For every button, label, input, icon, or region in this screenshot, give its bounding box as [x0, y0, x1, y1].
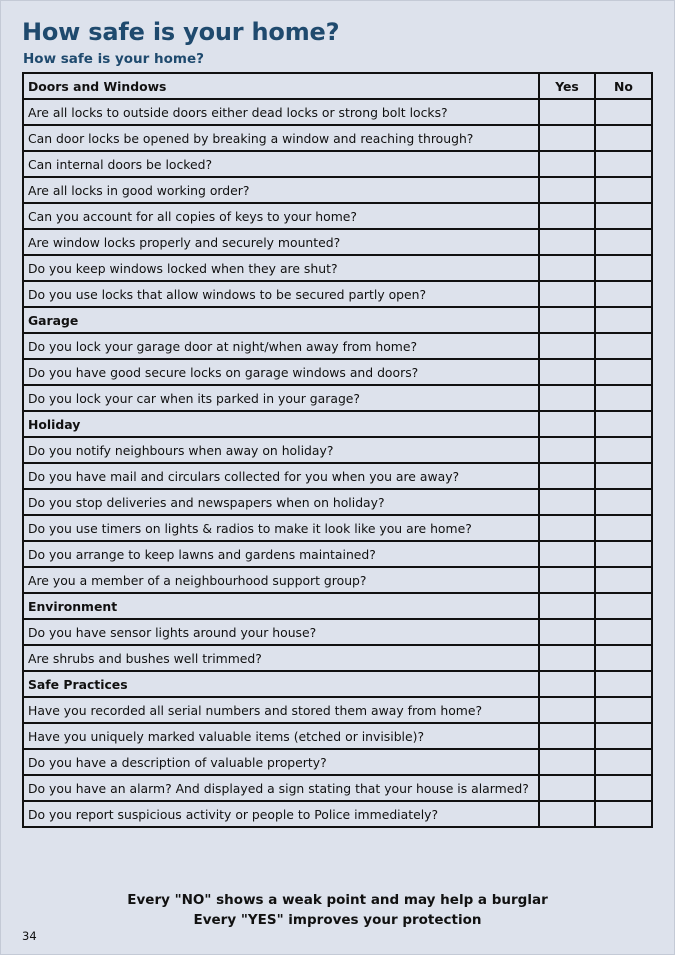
yes-answer-cell[interactable]: [539, 437, 595, 463]
yes-answer-cell[interactable]: [539, 801, 595, 827]
question-text: Do you notify neighbours when away on holiday?: [23, 437, 539, 463]
question-text: Do you have mail and circulars collected for you when you are away?: [23, 463, 539, 489]
yes-answer-cell[interactable]: [539, 697, 595, 723]
question-text: Do you have good secure locks on garage windows and doors?: [23, 359, 539, 385]
no-answer-cell[interactable]: [595, 281, 652, 307]
question-text: Are all locks in good working order?: [23, 177, 539, 203]
page-number: 34: [22, 929, 37, 943]
question-text: Are all locks to outside doors either dead locks or strong bolt locks?: [23, 99, 539, 125]
question-text: Do you lock your garage door at night/when away from home?: [23, 333, 539, 359]
yes-answer-cell: [539, 593, 595, 619]
table-row: [23, 385, 652, 411]
no-answer-cell[interactable]: [595, 749, 652, 775]
section-label: Holiday: [23, 411, 539, 437]
no-answer-cell[interactable]: [595, 567, 652, 593]
home-safety-checklist-table: [22, 72, 653, 828]
no-answer-cell[interactable]: [595, 99, 652, 125]
no-answer-cell[interactable]: [595, 645, 652, 671]
table-row: [23, 203, 652, 229]
no-answer-cell[interactable]: [595, 437, 652, 463]
question-text: Do you stop deliveries and newspapers when on holiday?: [23, 489, 539, 515]
no-answer-cell[interactable]: [595, 333, 652, 359]
no-answer-cell: [595, 593, 652, 619]
table-row: [23, 775, 652, 801]
header-doors-and-windows: Doors and Windows: [23, 73, 539, 99]
question-text: Do you use locks that allow windows to be secured partly open?: [23, 281, 539, 307]
table-row: [23, 541, 652, 567]
section-header-row: [23, 411, 652, 437]
section-label: Garage: [23, 307, 539, 333]
table-row: [23, 463, 652, 489]
no-answer-cell[interactable]: [595, 151, 652, 177]
table-row: [23, 151, 652, 177]
table-header-row: [23, 73, 652, 99]
section-label: Environment: [23, 593, 539, 619]
question-text: Do you have a description of valuable property?: [23, 749, 539, 775]
question-text: Are shrubs and bushes well trimmed?: [23, 645, 539, 671]
no-answer-cell[interactable]: [595, 177, 652, 203]
yes-answer-cell[interactable]: [539, 229, 595, 255]
question-text: Have you recorded all serial numbers and stored them away from home?: [23, 697, 539, 723]
table-row: [23, 801, 652, 827]
table-row: [23, 99, 652, 125]
yes-answer-cell[interactable]: [539, 749, 595, 775]
table-row: [23, 697, 652, 723]
yes-answer-cell[interactable]: [539, 489, 595, 515]
question-text: Are you a member of a neighbourhood support group?: [23, 567, 539, 593]
no-answer-cell[interactable]: [595, 203, 652, 229]
table-row: [23, 437, 652, 463]
table-row: [23, 359, 652, 385]
footer-no-note: Every "NO" shows a weak point and may help a burglar: [127, 892, 548, 908]
question-text: Can door locks be opened by breaking a window and reaching through?: [23, 125, 539, 151]
yes-answer-cell[interactable]: [539, 619, 595, 645]
section-header-row: [23, 593, 652, 619]
no-answer-cell[interactable]: [595, 125, 652, 151]
table-row: [23, 749, 652, 775]
question-text: Have you uniquely marked valuable items (etched or invisible)?: [23, 723, 539, 749]
section-header-row: [23, 307, 652, 333]
question-text: Do you lock your car when its parked in your garage?: [23, 385, 539, 411]
yes-answer-cell[interactable]: [539, 359, 595, 385]
question-text: Do you report suspicious activity or people to Police immediately?: [23, 801, 539, 827]
yes-answer-cell[interactable]: [539, 515, 595, 541]
no-answer-cell: [595, 307, 652, 333]
question-text: Do you use timers on lights & radios to make it look like you are home?: [23, 515, 539, 541]
table-row: [23, 619, 652, 645]
table-row: [23, 723, 652, 749]
yes-answer-cell[interactable]: [539, 281, 595, 307]
yes-answer-cell[interactable]: [539, 463, 595, 489]
question-text: Do you have sensor lights around your house?: [23, 619, 539, 645]
table-row: [23, 255, 652, 281]
table-row: [23, 489, 652, 515]
table-row: [23, 229, 652, 255]
table-row: [23, 177, 652, 203]
header-yes: Yes: [539, 73, 595, 99]
no-answer-cell[interactable]: [595, 619, 652, 645]
no-answer-cell[interactable]: [595, 229, 652, 255]
table-row: [23, 515, 652, 541]
question-text: Do you keep windows locked when they are shut?: [23, 255, 539, 281]
no-answer-cell: [595, 411, 652, 437]
no-answer-cell[interactable]: [595, 255, 652, 281]
footer-yes-note: Every "YES" improves your protection: [193, 912, 482, 928]
yes-answer-cell[interactable]: [539, 645, 595, 671]
question-text: Can internal doors be locked?: [23, 151, 539, 177]
no-answer-cell[interactable]: [595, 359, 652, 385]
question-text: Are window locks properly and securely mounted?: [23, 229, 539, 255]
yes-answer-cell[interactable]: [539, 151, 595, 177]
yes-answer-cell: [539, 411, 595, 437]
table-row: [23, 281, 652, 307]
yes-answer-cell[interactable]: [539, 255, 595, 281]
yes-answer-cell[interactable]: [539, 385, 595, 411]
yes-answer-cell: [539, 671, 595, 697]
section-label: Safe Practices: [23, 671, 539, 697]
no-answer-cell[interactable]: [595, 775, 652, 801]
table-row: [23, 333, 652, 359]
yes-answer-cell[interactable]: [539, 567, 595, 593]
no-answer-cell[interactable]: [595, 463, 652, 489]
yes-answer-cell[interactable]: [539, 541, 595, 567]
yes-answer-cell: [539, 307, 595, 333]
question-text: Can you account for all copies of keys to your home?: [23, 203, 539, 229]
table-row: [23, 645, 652, 671]
no-answer-cell[interactable]: [595, 801, 652, 827]
yes-answer-cell[interactable]: [539, 723, 595, 749]
no-answer-cell[interactable]: [595, 489, 652, 515]
yes-answer-cell[interactable]: [539, 333, 595, 359]
question-text: Do you arrange to keep lawns and gardens maintained?: [23, 541, 539, 567]
no-answer-cell: [595, 671, 652, 697]
yes-answer-cell[interactable]: [539, 125, 595, 151]
section-header-row: [23, 671, 652, 697]
yes-answer-cell[interactable]: [539, 775, 595, 801]
question-text: Do you have an alarm? And displayed a sign stating that your house is alarmed?: [23, 775, 539, 801]
yes-answer-cell[interactable]: [539, 99, 595, 125]
yes-answer-cell[interactable]: [539, 203, 595, 229]
no-answer-cell[interactable]: [595, 697, 652, 723]
page-subtitle: How safe is your home?: [23, 51, 204, 67]
no-answer-cell[interactable]: [595, 723, 652, 749]
header-no: No: [595, 73, 652, 99]
page-title: How safe is your home?: [22, 18, 340, 46]
table-row: [23, 125, 652, 151]
no-answer-cell[interactable]: [595, 515, 652, 541]
no-answer-cell[interactable]: [595, 385, 652, 411]
table-row: [23, 567, 652, 593]
yes-answer-cell[interactable]: [539, 177, 595, 203]
no-answer-cell[interactable]: [595, 541, 652, 567]
